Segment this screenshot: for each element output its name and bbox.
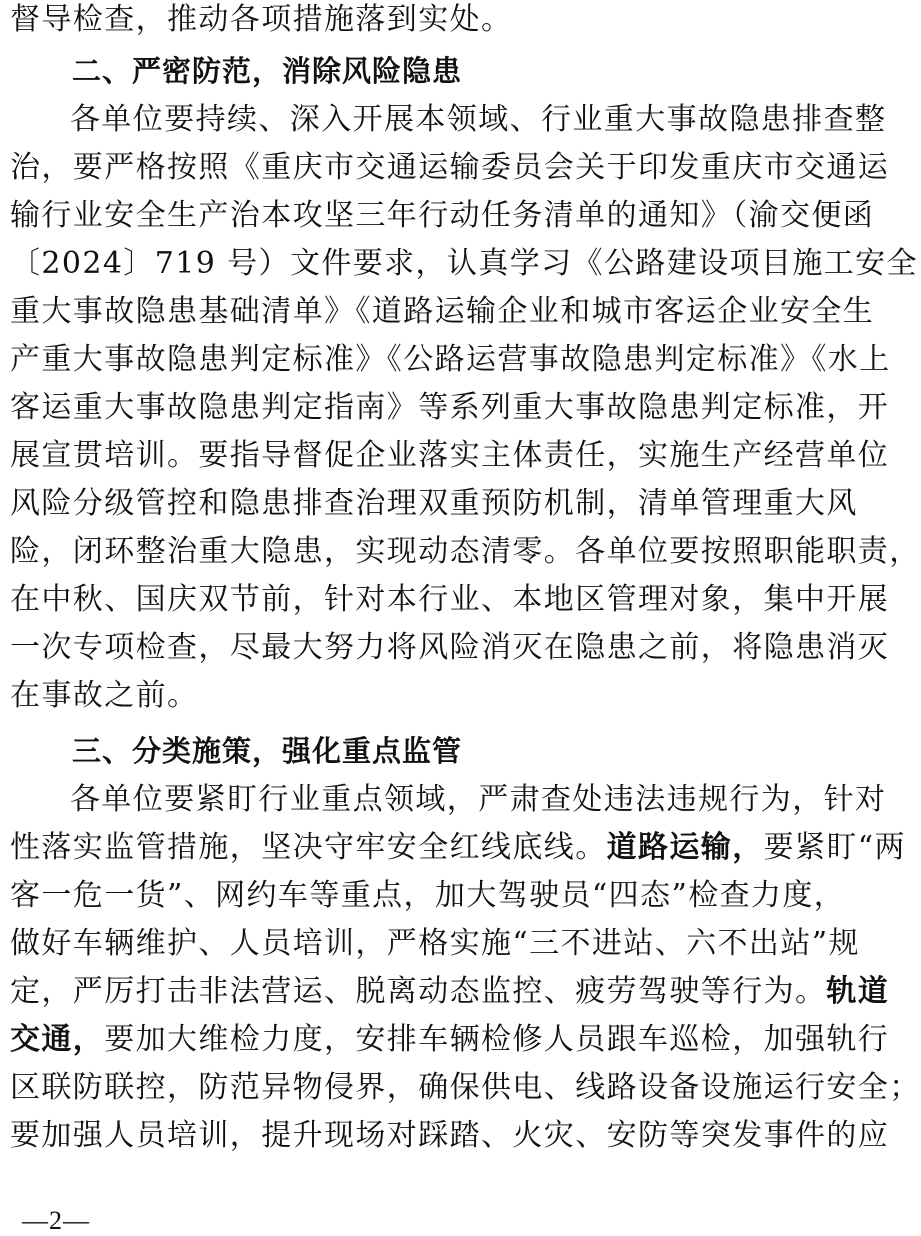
paragraph-line-mixed bbox=[10, 829, 906, 867]
line-text: 定，严厉打击非法营运、脱离动态监控、疲劳驾驶等行为。 bbox=[10, 974, 827, 1009]
paragraph-line: 在中秋、国庆双节前，针对本行业、本地区管理对象，集中开展 bbox=[10, 582, 890, 617]
page-number: —2— bbox=[22, 1206, 90, 1235]
paragraph-line: 一次专项检查，尽最大努力将风险消灭在隐患之前，将隐患消灭 bbox=[10, 630, 890, 665]
paragraph-line: 要加强人员培训，提升现场对踩踏、火灾、安防等突发事件的应 bbox=[10, 1118, 890, 1153]
paragraph-line: 客一危一货”、网约车等重点，加大驾驶员“四态”检查力度， bbox=[10, 878, 846, 913]
paragraph-line: 客运重大事故隐患判定指南》等系列重大事故隐患判定标准，开 bbox=[10, 390, 890, 425]
paragraph-line: 区联防联控，防范异物侵界，确保供电、线路设备设施运行安全； bbox=[10, 1070, 921, 1105]
paragraph-line: 产重大事故隐患判定标准》《公路运营事故隐患判定标准》《水上 bbox=[10, 342, 891, 377]
section-heading-2: 二、严密防范，消除风险隐患 bbox=[72, 54, 463, 88]
paragraph-line-mixed bbox=[10, 1021, 890, 1059]
paragraph-line: 在事故之前。 bbox=[10, 678, 199, 713]
keyword-rail-transit: 轨道 bbox=[826, 974, 890, 1009]
line-text: 要加大维检力度，安排车辆检修人员跟车巡检，加强轨行 bbox=[104, 1022, 890, 1057]
keyword-road-transport: 道路运输， bbox=[606, 830, 764, 865]
paragraph-line: 重大事故隐患基础清单》《道路运输企业和城市客运企业安全生 bbox=[10, 294, 875, 329]
keyword-rail-transit-cont: 交通， bbox=[10, 1022, 105, 1057]
paragraph-line: 各单位要紧盯行业重点领域，严肃查处违法违规行为，针对 bbox=[70, 782, 887, 817]
paragraph-line: 风险分级管控和隐患排查治理双重预防机制，清单管理重大风 bbox=[10, 486, 858, 521]
paragraph-line: 〔2024〕719 号）文件要求，认真学习《公路建设项目施工安全 bbox=[10, 246, 918, 281]
paragraph-line: 各单位要持续、深入开展本领域、行业重大事故隐患排查整 bbox=[70, 102, 887, 137]
paragraph-line: 做好车辆维护、人员培训，严格实施“三不进站、六不出站”规 bbox=[10, 926, 860, 961]
paragraph-line: 输行业安全生产治本攻坚三年行动任务清单的通知》（渝交便函 bbox=[10, 198, 875, 233]
paragraph-line-mixed bbox=[10, 973, 890, 1011]
line-text: 要紧盯“两 bbox=[763, 830, 906, 865]
section-heading-3: 三、分类施策，强化重点监管 bbox=[72, 734, 463, 768]
paragraph-line: 险，闭环整治重大隐患，实现动态清零。各单位要按照职能职责， bbox=[10, 534, 921, 569]
paragraph-line: 治，要严格按照《重庆市交通运输委员会关于印发重庆市交通运 bbox=[10, 150, 890, 185]
paragraph-line: 督导检查，推动各项措施落到实处。 bbox=[10, 2, 513, 37]
line-text: 性落实监管措施，坚决守牢安全红线底线。 bbox=[10, 830, 607, 865]
paragraph-line: 展宣贯培训。要指导督促企业落实主体责任，实施生产经营单位 bbox=[10, 438, 890, 473]
